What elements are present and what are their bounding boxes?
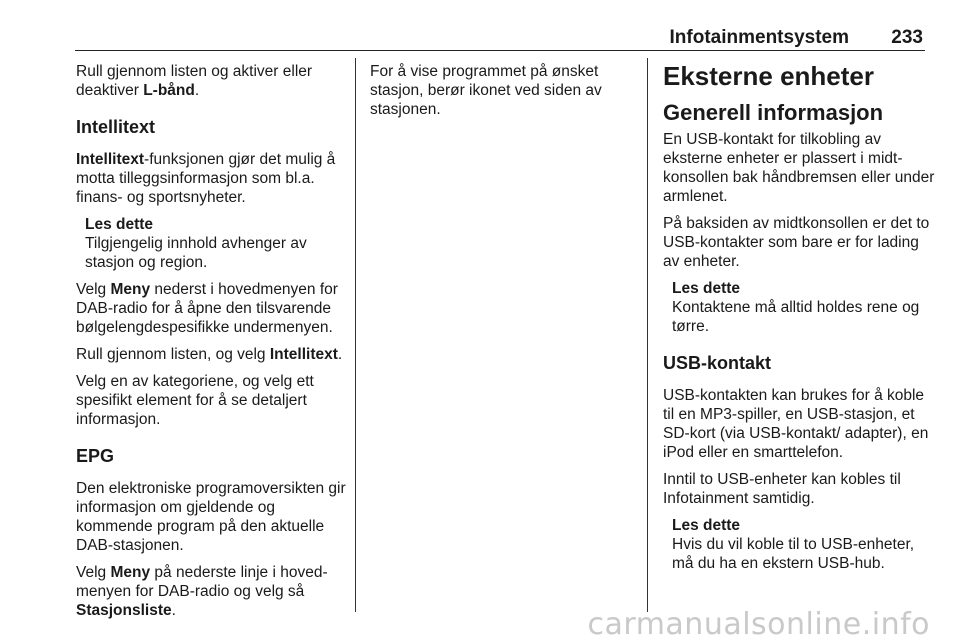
paragraph: Velg Meny på nederste linje i hovedmenyen for DAB-radio og velg så Stasjonsliste. — [76, 564, 328, 619]
watermark: carmanualsonline.info — [587, 607, 930, 642]
paragraph: Velg en av kategoriene, og velg ett spesifikt element for å se detaljert informasjon. — [76, 373, 314, 428]
section-heading-usb: USB-kontakt — [663, 353, 772, 373]
column-left — [76, 62, 351, 628]
note-text: Kontaktene må alltid holdes rene og tørre. — [672, 299, 920, 335]
column-divider — [647, 58, 648, 612]
note-heading: Les dette — [85, 216, 154, 233]
note-text: Hvis du vil koble til to USB-enheter, må du ha en ekstern USB-hub. — [672, 536, 915, 572]
section-heading-epg: EPG — [76, 446, 115, 466]
note-box — [663, 516, 938, 573]
paragraph: En USB-kontakt for tilkobling av eksterne enheter er plassert i midtkonsollen bak håndbremsen eller under armlenet. — [663, 131, 935, 205]
column-right — [663, 60, 938, 581]
header-title: Infotainmentsystem — [669, 27, 849, 48]
note-heading: Les dette — [672, 280, 741, 297]
paragraph: For å vise programmet på ønsket stasjon, berør ikonet ved siden av stasjonen. — [370, 63, 602, 118]
page-header — [75, 0, 925, 51]
section-heading-intellitext: Intellitext — [76, 117, 156, 137]
note-box — [76, 215, 351, 272]
paragraph: Intellitext-funksjonen gjør det mulig å motta tilleggsinformasjon som bl.a. finans- og sportsnyheter. — [76, 151, 336, 206]
paragraph: Rull gjennom listen og aktiver eller deaktiver L-bånd. — [76, 63, 313, 99]
section-heading-general: Generell informasjon — [663, 100, 884, 125]
paragraph: Den elektroniske programoversikten gir informasjon om gjeldende og kommende program på den aktuelle DAB-stasjonen. — [76, 480, 346, 554]
column-divider — [355, 58, 356, 612]
column-middle — [370, 62, 640, 127]
note-box — [663, 279, 938, 336]
paragraph: Rull gjennom listen, og velg Intellitext. — [76, 346, 343, 363]
note-text: Tilgjengelig innhold avhenger av stasjon og region. — [85, 235, 307, 271]
note-heading: Les dette — [672, 517, 741, 534]
paragraph: USB-kontakten kan brukes for å koble til en MP3-spiller, en USB-stasjon, et SD-kort (via USB-kontakt/ adapter), en iPod eller en smarttelefon. — [663, 387, 929, 461]
paragraph: På baksiden av midtkonsollen er det to USB-kontakter som bare er for lading av enheter. — [663, 215, 930, 270]
paragraph: Inntil to USB-enheter kan kobles til Infotainment samtidig. — [663, 471, 901, 507]
page-number: 233 — [891, 27, 923, 48]
paragraph: Velg Meny nederst i hovedmenyen for DAB-radio for å åpne den tilsvarende bølgelengdespesifikke undermenyen. — [76, 281, 338, 336]
chapter-heading: Eksterne enheter — [663, 61, 874, 91]
